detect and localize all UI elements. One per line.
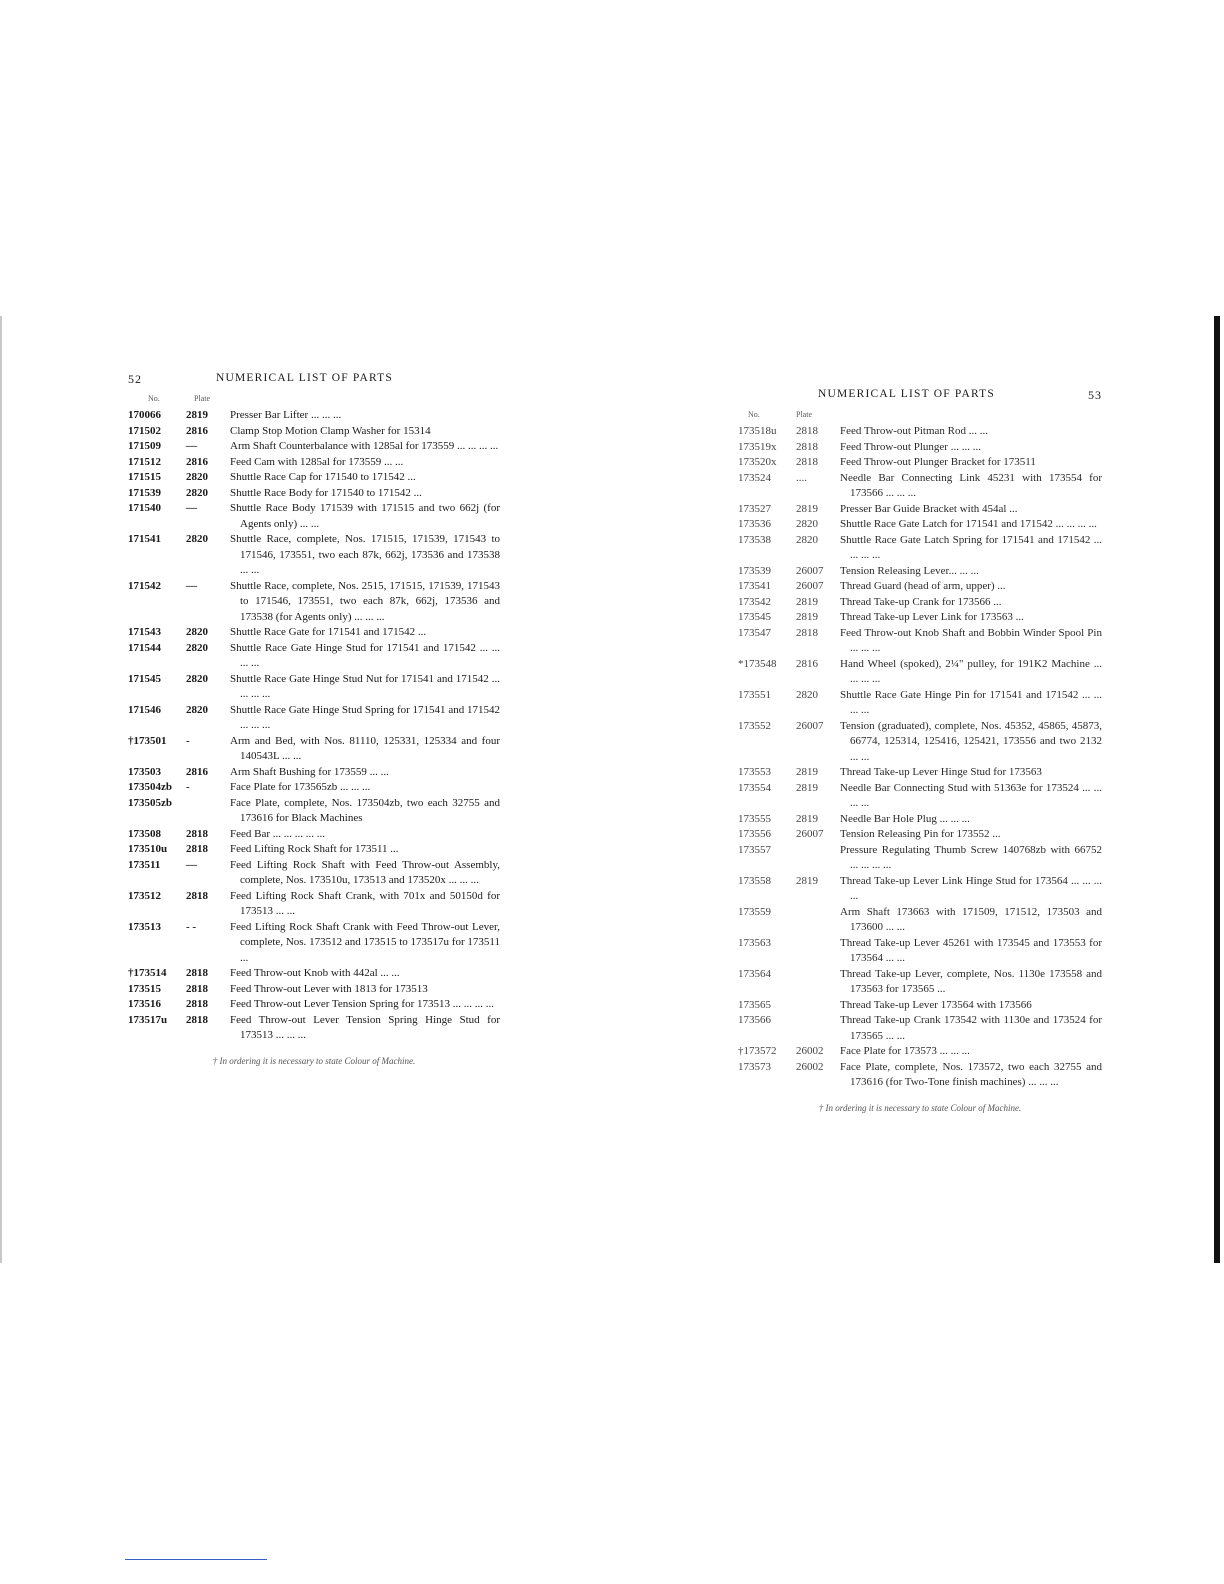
part-number: 173538 bbox=[738, 533, 771, 546]
part-description: Feed Throw-out Knob Shaft and Bobbin Winder Spool Pin ... ... ... bbox=[840, 626, 1102, 654]
part-description: Feed Lifting Rock Shaft for 173511 ... bbox=[230, 843, 399, 855]
part-number: 173555 bbox=[738, 812, 771, 825]
plate-number: 2816 bbox=[186, 765, 208, 778]
plate-number: 2816 bbox=[186, 424, 208, 437]
part-number: †173501 bbox=[128, 734, 167, 747]
part-row bbox=[738, 657, 1102, 688]
plate-number: 2820 bbox=[796, 533, 818, 546]
part-number: 173539 bbox=[738, 564, 771, 577]
part-row bbox=[738, 1013, 1102, 1044]
part-number: 173552 bbox=[738, 719, 771, 732]
plate-number: - - bbox=[186, 920, 197, 933]
right-parts-list bbox=[738, 424, 1102, 1091]
bottom-link-line bbox=[125, 1559, 267, 1560]
part-description: Feed Throw-out Knob with 442al ... ... bbox=[230, 967, 400, 979]
part-number: 173527 bbox=[738, 502, 771, 515]
part-number: 171515 bbox=[128, 471, 161, 483]
part-number: 173541 bbox=[738, 580, 771, 592]
right-page-header bbox=[738, 388, 1102, 410]
part-number: 171502 bbox=[128, 424, 161, 437]
part-row bbox=[738, 765, 1102, 781]
plate-number bbox=[796, 1013, 840, 1044]
part-number: 173558 bbox=[738, 874, 771, 887]
part-description: Thread Guard (head of arm, upper) ... bbox=[840, 580, 1006, 592]
part-row bbox=[128, 439, 500, 455]
part-description: Feed Cam with 1285al for 173559 ... ... bbox=[230, 455, 404, 468]
right-page-title: NUMERICAL LIST OF PARTS bbox=[818, 388, 995, 400]
part-number: 173503 bbox=[128, 765, 161, 778]
plate-number: — bbox=[186, 502, 197, 514]
part-row bbox=[128, 827, 500, 843]
part-description: Arm Shaft Counterbalance with 1285al for 173559 ... ... ... ... bbox=[230, 440, 499, 452]
part-description: Shuttle Race Gate Hinge Stud Spring for 171541 and 171542 ... ... ... bbox=[230, 703, 500, 731]
part-row bbox=[738, 827, 1102, 843]
part-row bbox=[128, 625, 500, 641]
part-row bbox=[738, 424, 1102, 440]
part-description: Arm Shaft Bushing for 173559 ... ... bbox=[230, 765, 389, 778]
part-number: 173513 bbox=[128, 920, 161, 933]
left-col-no-heading: No. bbox=[148, 394, 160, 403]
plate-number: 2818 bbox=[186, 982, 208, 995]
part-row bbox=[738, 936, 1102, 967]
part-row bbox=[738, 843, 1102, 874]
plate-number: 2820 bbox=[796, 518, 818, 530]
plate-number: 2820 bbox=[186, 471, 208, 483]
part-row bbox=[128, 703, 500, 734]
part-row bbox=[128, 641, 500, 672]
part-number: 173542 bbox=[738, 595, 771, 608]
part-description: Shuttle Race, complete, Nos. 171515, 171539, 171543 to 171546, 173551, two each 87k, 662j, 173536 and 173538 ... ... bbox=[230, 533, 500, 576]
part-row bbox=[738, 610, 1102, 626]
plate-number: 26002 bbox=[796, 1045, 824, 1057]
part-description: Shuttle Race, complete, Nos. 2515, 171515, 171539, 171543 to 171546, 173551, two each 87k, 662j, 173536 and 173538 (for Agents only) ... ... ... bbox=[230, 579, 500, 623]
part-row bbox=[128, 982, 500, 998]
part-description: Feed Throw-out Pitman Rod ... ... bbox=[840, 425, 988, 437]
part-description: Presser Bar Lifter ... ... ... bbox=[230, 409, 342, 421]
part-number: 171542 bbox=[128, 579, 161, 592]
part-description: Face Plate for 173573 ... ... ... bbox=[840, 1045, 970, 1057]
part-row bbox=[738, 967, 1102, 998]
plate-number: 2819 bbox=[796, 781, 818, 794]
part-description: Presser Bar Guide Bracket with 454al ... bbox=[840, 502, 1018, 515]
part-number: 173524 bbox=[738, 471, 771, 484]
part-row bbox=[128, 424, 500, 440]
part-description: Shuttle Race Body 171539 with 171515 and two 662j (for Agents only) ... ... bbox=[230, 502, 500, 530]
part-number: 170066 bbox=[128, 409, 161, 421]
part-row bbox=[738, 455, 1102, 471]
part-row bbox=[128, 842, 500, 858]
plate-number: 2819 bbox=[796, 502, 818, 515]
part-description: Pressure Regulating Thumb Screw 140768zb with 66752 ... ... ... ... bbox=[840, 843, 1102, 871]
part-row bbox=[738, 564, 1102, 580]
part-description: Thread Take-up Lever Hinge Stud for 173563 bbox=[840, 766, 1042, 778]
part-description: Thread Take-up Lever Link Hinge Stud for 173564 ... ... ... ... bbox=[840, 874, 1102, 902]
plate-number: — bbox=[186, 579, 197, 592]
part-description: Shuttle Race Gate Hinge Pin for 171541 and 171542 ... ... ... ... bbox=[840, 688, 1102, 716]
part-number: 173515 bbox=[128, 982, 161, 995]
part-row bbox=[128, 765, 500, 781]
part-description: Clamp Stop Motion Clamp Washer for 15314 bbox=[230, 424, 431, 437]
part-description: Shuttle Race Cap for 171540 to 171542 ... bbox=[230, 471, 416, 483]
part-number: 171543 bbox=[128, 626, 161, 638]
part-row bbox=[128, 920, 500, 967]
part-description: Feed Throw-out Lever Tension Spring Hinge Stud for 173513 ... ... ... bbox=[230, 1013, 500, 1041]
part-number: 171512 bbox=[128, 455, 161, 468]
plate-number: 2819 bbox=[796, 611, 818, 623]
part-number: 173559 bbox=[738, 905, 771, 918]
part-row bbox=[738, 781, 1102, 812]
part-description: Needle Bar Connecting Stud with 51363e for 173524 ... ... ... ... bbox=[840, 781, 1102, 809]
right-column-headings bbox=[738, 410, 1102, 424]
left-page-title: NUMERICAL LIST OF PARTS bbox=[216, 372, 393, 384]
part-row bbox=[128, 672, 500, 703]
plate-number: .... bbox=[796, 471, 807, 484]
right-page bbox=[738, 388, 1102, 1113]
plate-number: 2818 bbox=[796, 626, 818, 639]
plate-number: 26007 bbox=[796, 828, 824, 840]
plate-number: 26007 bbox=[796, 580, 824, 592]
plate-number: 2818 bbox=[186, 827, 208, 840]
left-page bbox=[128, 372, 500, 1066]
part-number: †173514 bbox=[128, 967, 167, 979]
part-number: 173556 bbox=[738, 828, 771, 840]
part-number: 171544 bbox=[128, 641, 161, 654]
part-row bbox=[738, 688, 1102, 719]
right-col-plate-heading: Plate bbox=[796, 410, 812, 419]
part-number: 173547 bbox=[738, 626, 771, 639]
part-description: Tension Releasing Pin for 173552 ... bbox=[840, 828, 1001, 840]
plate-number: 26007 bbox=[796, 564, 824, 577]
plate-number: 2820 bbox=[186, 626, 208, 638]
plate-number bbox=[796, 967, 840, 998]
part-description: Face Plate, complete, Nos. 173572, two each 32755 and 173616 (for Two-Tone finish machines) ... ... ... bbox=[840, 1060, 1102, 1088]
part-number: 173511 bbox=[128, 858, 161, 871]
part-row bbox=[128, 455, 500, 471]
part-row bbox=[738, 517, 1102, 533]
part-number: *173548 bbox=[738, 657, 777, 670]
part-description: Face Plate for 173565zb ... ... ... bbox=[230, 781, 371, 793]
part-description: Feed Bar ... ... ... ... ... bbox=[230, 827, 326, 840]
part-number: 173516 bbox=[128, 998, 161, 1010]
plate-number: 2820 bbox=[186, 641, 208, 654]
part-row bbox=[128, 470, 500, 486]
part-row bbox=[128, 780, 500, 796]
part-row bbox=[738, 905, 1102, 936]
part-number: 173553 bbox=[738, 766, 771, 778]
plate-number: - bbox=[186, 734, 190, 747]
part-description: Shuttle Race Gate Hinge Stud Nut for 171541 and 171542 ... ... ... ... bbox=[230, 672, 500, 700]
plate-number: — bbox=[186, 858, 197, 871]
plate-number: 2818 bbox=[796, 440, 818, 453]
part-row bbox=[128, 966, 500, 982]
plate-number: 2816 bbox=[186, 455, 208, 468]
part-number: 173551 bbox=[738, 688, 771, 701]
left-page-number: 52 bbox=[128, 372, 142, 386]
part-row bbox=[738, 626, 1102, 657]
plate-number: 26002 bbox=[796, 1060, 824, 1073]
part-description: Feed Lifting Rock Shaft Crank, with 701x and 50150d for 173513 ... ... bbox=[230, 889, 500, 917]
part-row bbox=[128, 486, 500, 502]
part-number: 173508 bbox=[128, 827, 161, 840]
left-col-plate-heading: Plate bbox=[194, 394, 210, 403]
plate-number: 2819 bbox=[796, 874, 818, 887]
plate-number: 2818 bbox=[796, 425, 818, 437]
part-row bbox=[738, 579, 1102, 595]
part-description: Feed Throw-out Lever with 1813 for 173513 bbox=[230, 982, 428, 995]
plate-number: 2819 bbox=[796, 595, 818, 608]
plate-number: 2820 bbox=[186, 486, 208, 499]
part-row bbox=[738, 502, 1102, 518]
scan-right-edge bbox=[1214, 316, 1220, 1263]
plate-number bbox=[796, 998, 840, 1014]
part-row bbox=[738, 874, 1102, 905]
part-row bbox=[128, 408, 500, 424]
part-number: †173572 bbox=[738, 1045, 777, 1057]
part-description: Shuttle Race Body for 171540 to 171542 ... bbox=[230, 486, 422, 499]
part-row bbox=[128, 796, 500, 827]
right-page-number: 53 bbox=[1088, 388, 1102, 402]
part-description: Hand Wheel (spoked), 2¼" pulley, for 191K2 Machine ... ... ... ... bbox=[840, 657, 1102, 685]
part-number: 173564 bbox=[738, 967, 771, 980]
part-row bbox=[738, 471, 1102, 502]
part-number: 173510u bbox=[128, 843, 168, 855]
part-description: Feed Throw-out Plunger Bracket for 173511 bbox=[840, 456, 1036, 468]
part-description: Feed Lifting Rock Shaft with Feed Throw-out Assembly, complete, Nos. 173510u, 173513 and 173520x ... ... ... bbox=[230, 858, 500, 886]
part-description: Shuttle Race Gate Latch for 171541 and 171542 ... ... ... ... bbox=[840, 518, 1097, 530]
part-row bbox=[128, 997, 500, 1013]
part-number: 171509 bbox=[128, 440, 161, 452]
plate-number bbox=[796, 936, 840, 967]
part-number: 173520x bbox=[738, 456, 777, 468]
plate-number: 2820 bbox=[186, 533, 208, 545]
plate-number bbox=[186, 796, 230, 827]
part-row bbox=[738, 812, 1102, 828]
part-number: 173504zb bbox=[128, 781, 172, 793]
part-row bbox=[128, 889, 500, 920]
part-number: 173566 bbox=[738, 1014, 771, 1026]
part-description: Needle Bar Hole Plug ... ... ... bbox=[840, 812, 970, 825]
part-row bbox=[738, 1060, 1102, 1091]
part-row bbox=[128, 858, 500, 889]
part-number: 173517u bbox=[128, 1013, 168, 1026]
part-row bbox=[738, 595, 1102, 611]
plate-number: 2818 bbox=[186, 998, 208, 1010]
part-row bbox=[128, 579, 500, 626]
part-description: Shuttle Race Gate Latch Spring for 171541 and 171542 ... ... ... ... bbox=[840, 533, 1102, 561]
part-number: 171546 bbox=[128, 703, 161, 716]
plate-number bbox=[796, 843, 840, 874]
part-number: 173505zb bbox=[128, 796, 172, 809]
plate-number: 2820 bbox=[796, 688, 818, 701]
part-number: 173565 bbox=[738, 998, 771, 1011]
part-description: Shuttle Race Gate Hinge Stud for 171541 and 171542 ... ... ... ... bbox=[230, 641, 500, 669]
part-description: Thread Take-up Crank for 173566 ... bbox=[840, 595, 1002, 608]
part-description: Thread Take-up Lever, complete, Nos. 1130e 173558 and 173563 for 173565 ... bbox=[840, 967, 1102, 995]
part-number: 171545 bbox=[128, 672, 161, 685]
part-number: 173545 bbox=[738, 611, 771, 623]
part-description: Needle Bar Connecting Link 45231 with 173554 for 173566 ... ... ... bbox=[840, 471, 1102, 499]
plate-number: 2818 bbox=[186, 967, 208, 979]
plate-number: 2820 bbox=[186, 703, 208, 716]
part-description: Feed Lifting Rock Shaft Crank with Feed Throw-out Lever, complete, Nos. 173512 and 173515 to 173517u for 173511 ... bbox=[230, 920, 500, 964]
part-description: Shuttle Race Gate for 171541 and 171542 ... bbox=[230, 626, 427, 638]
right-col-no-heading: No. bbox=[748, 410, 760, 419]
part-description: Feed Throw-out Lever Tension Spring for 173513 ... ... ... ... bbox=[230, 998, 495, 1010]
plate-number: 2819 bbox=[186, 409, 208, 421]
part-description: Tension (graduated), complete, Nos. 45352, 45865, 45873, 66774, 125314, 125416, 125421, 173556 and two 2132 ... ... bbox=[840, 719, 1102, 763]
part-row bbox=[738, 1044, 1102, 1060]
part-number: 171539 bbox=[128, 486, 161, 499]
plate-number: 2818 bbox=[186, 843, 208, 855]
plate-number: 2816 bbox=[796, 657, 818, 670]
left-parts-list bbox=[128, 408, 500, 1044]
plate-number: 26007 bbox=[796, 719, 824, 732]
part-number: 173536 bbox=[738, 518, 771, 530]
part-row bbox=[128, 1013, 500, 1044]
part-description: Feed Throw-out Plunger ... ... ... bbox=[840, 440, 981, 453]
part-number: 173554 bbox=[738, 781, 771, 794]
part-number: 173512 bbox=[128, 889, 161, 902]
part-row bbox=[128, 501, 500, 532]
part-description: Arm Shaft 173663 with 171509, 171512, 173503 and 173600 ... ... bbox=[840, 905, 1102, 933]
part-number: 173519x bbox=[738, 440, 777, 453]
plate-number: 2818 bbox=[186, 889, 208, 902]
part-row bbox=[738, 719, 1102, 766]
left-page-header bbox=[128, 372, 500, 394]
left-footnote: † In ordering it is necessary to state Colour of Machine. bbox=[212, 1055, 416, 1066]
part-description: Thread Take-up Lever Link for 173563 ... bbox=[840, 611, 1024, 623]
right-footnote: † In ordering it is necessary to state Colour of Machine. bbox=[818, 1102, 1022, 1113]
part-row bbox=[738, 440, 1102, 456]
plate-number: 2818 bbox=[186, 1013, 208, 1026]
plate-number bbox=[796, 905, 840, 936]
part-description: Thread Take-up Lever 45261 with 173545 and 173553 for 173564 ... ... bbox=[840, 936, 1102, 964]
plate-number: 2820 bbox=[186, 672, 208, 685]
part-row bbox=[738, 998, 1102, 1014]
part-number: 173573 bbox=[738, 1060, 771, 1073]
plate-number: 2819 bbox=[796, 766, 818, 778]
part-row bbox=[128, 734, 500, 765]
part-row bbox=[738, 533, 1102, 564]
part-number: 173518u bbox=[738, 425, 777, 437]
part-description: Arm and Bed, with Nos. 81110, 125331, 125334 and four 140543L ... ... bbox=[230, 734, 500, 762]
part-description: Thread Take-up Lever 173564 with 173566 bbox=[840, 998, 1032, 1011]
part-number: 171540 bbox=[128, 502, 161, 514]
plate-number: 2818 bbox=[796, 456, 818, 468]
part-number: 171541 bbox=[128, 533, 161, 545]
part-number: 173557 bbox=[738, 843, 771, 856]
left-column-headings bbox=[128, 394, 500, 408]
part-number: 173563 bbox=[738, 936, 771, 949]
plate-number: - bbox=[186, 781, 190, 793]
part-description: Thread Take-up Crank 173542 with 1130e and 173524 for 173565 ... ... bbox=[840, 1014, 1102, 1042]
part-description: Tension Releasing Lever... ... ... bbox=[840, 564, 979, 577]
scan-left-edge bbox=[0, 316, 2, 1263]
plate-number: 2819 bbox=[796, 812, 818, 825]
part-row bbox=[128, 532, 500, 579]
part-description: Face Plate, complete, Nos. 173504zb, two each 32755 and 173616 for Black Machines bbox=[230, 796, 500, 824]
plate-number: — bbox=[186, 440, 197, 452]
